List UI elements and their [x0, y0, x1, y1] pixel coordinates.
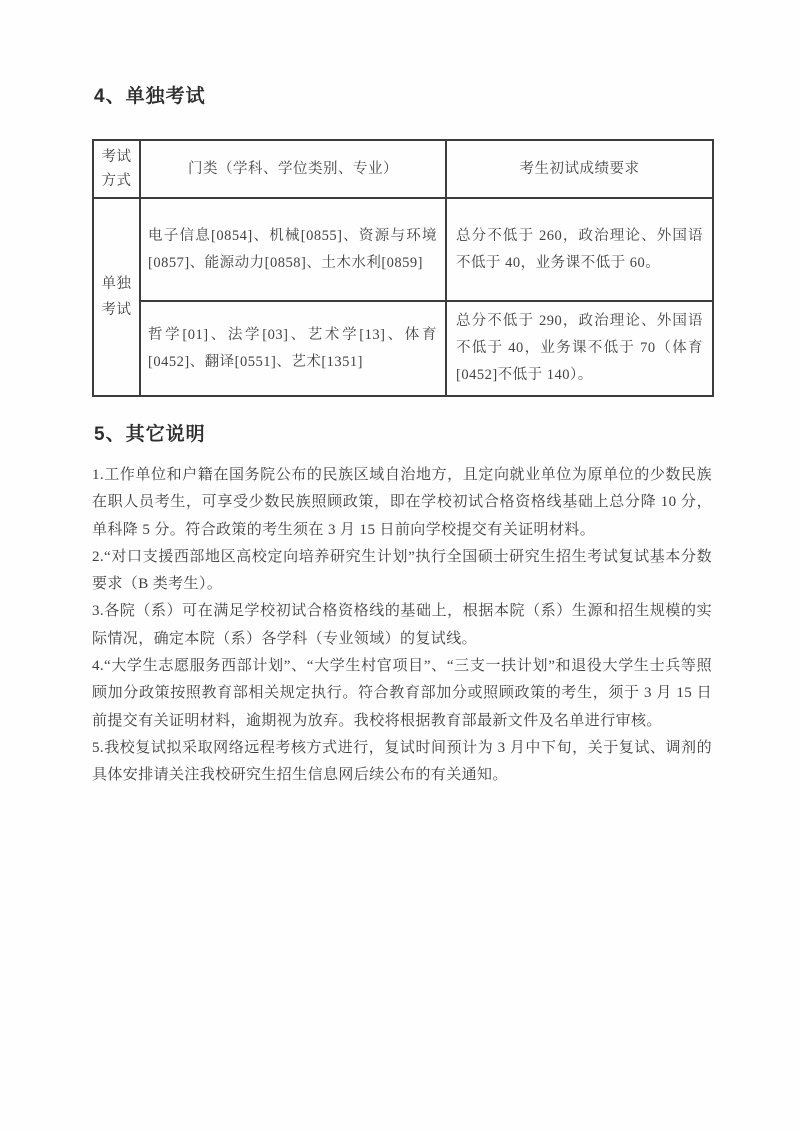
notes-list [92, 462, 712, 790]
note-item-2: 2.“对口支援西部地区高校定向培养研究生计划”执行全国硕士研究生招生考试复试基本分数要求（B 类考生）。 [92, 548, 712, 593]
note-item-1: 1.工作单位和户籍在国务院公布的民族区域自治地方，且定向就业单位为原单位的少数民族在职人员考生，可享受少数民族照顾政策，即在学校初试合格资格线基础上总分降 10 分，单科降 5 分。符合政策的考生须在 3 月 15 日前向学校提交有关证明材料。 [92, 467, 712, 538]
header-category: 门类（学科、学位类别、专业） [140, 140, 446, 198]
table-header-row [93, 140, 713, 198]
table-row [93, 301, 713, 396]
requirement-cell: 总分不低于 290，政治理论、外国语不低于 40，业务课不低于 70（体育[0452]不低于 140）。 [446, 301, 713, 396]
header-exam-mode: 考试方式 [93, 140, 140, 198]
requirement-cell: 总分不低于 260，政治理论、外国语不低于 40，业务课不低于 60。 [446, 198, 713, 301]
section-title-exam: 4、单独考试 [94, 86, 206, 107]
row-group-label: 单独考试 [93, 198, 140, 396]
note-item-3: 3.各院（系）可在满足学校初试合格资格线的基础上，根据本院（系）生源和招生规模的实际情况，确定本院（系）各学科（专业领域）的复试线。 [92, 603, 712, 647]
categories-cell: 哲学[01]、法学[03]、艺术学[13]、体育[0452]、翻译[0551]、艺术[1351] [140, 301, 446, 396]
note-item-4: 4.“大学生志愿服务西部计划”、“大学生村官项目”、“三支一扶计划”和退役大学生士兵等照顾加分政策按照教育部相关规定执行。符合教育部加分或照顾政策的考生，须于 3 月 15 日前提交有关证明材料，逾期视为放弃。我校将根据教育部最新文件及名单进行审核。 [92, 658, 712, 729]
table-row [93, 198, 713, 301]
document-content [92, 84, 712, 790]
section-title-notes: 5、其它说明 [94, 424, 206, 445]
header-score-requirement: 考生初试成绩要求 [446, 140, 713, 198]
categories-cell: 电子信息[0854]、机械[0855]、资源与环境[0857]、能源动力[0858]、土木水利[0859] [140, 198, 446, 301]
note-item-5: 5.我校复试拟采取网络远程考核方式进行，复试时间预计为 3 月中下旬，关于复试、调剂的具体安排请关注我校研究生招生信息网后续公布的有关通知。 [92, 739, 712, 784]
score-requirements-table [92, 139, 714, 397]
